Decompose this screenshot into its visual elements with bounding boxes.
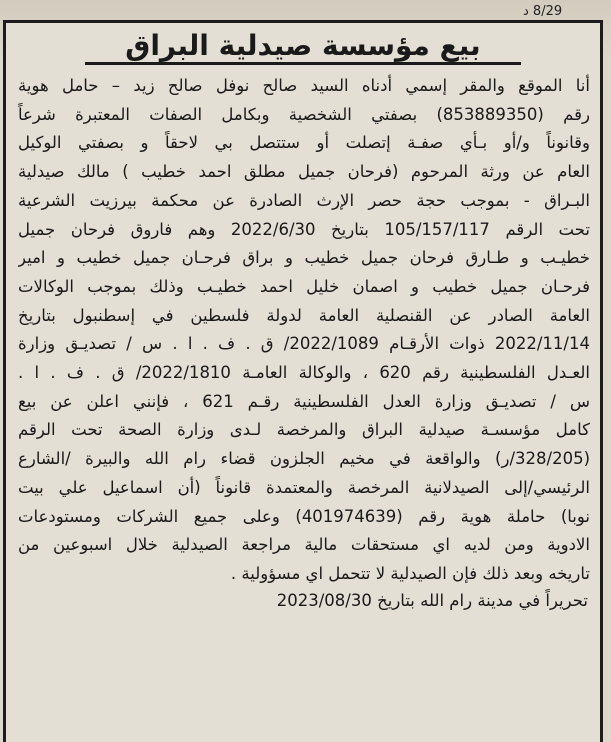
- notice-box: [3, 20, 603, 742]
- notice-line: العام عن ورثة المرحوم (فرحان جميل مطلق احمد خطيب ) مالك صيدلية: [18, 162, 590, 182]
- notice-title: [6, 29, 600, 62]
- notice-line: أنا الموقع والمقر إسمي أدناه السيد صالح نوفل صالح زيد – حامل هوية: [18, 76, 590, 95]
- notice-line: الادوية ومن لديه اي مستحقات مالية مراجعة الصيدلية خلال اسبوعين من: [18, 535, 590, 555]
- notice-line: رقم (853889350) بصفتي الشخصية وبكامل الصفات المعتبرة شرعاً: [18, 104, 590, 124]
- notice-line: العـدل الفلسطينية رقم 620 ، والوكالة العامـة 2022/1810/ ق . ف . ا .: [18, 363, 590, 383]
- notice-line: فرحـان جميل خطيب و اصمان خليل احمد خطيـب وذلك بموجب الوكالات: [18, 276, 590, 296]
- notice-line: 2022/11/14 ذوات الأرقـام 2022/1089/ ق . ف . ا . س / تصديـق وزارة: [18, 334, 590, 354]
- notice-line: س / تصديـق وزارة العدل الفلسطينية رقـم 621 ، فإنني اعلن عن بيع: [18, 391, 590, 411]
- notice-title-text: بيع مؤسسة صيدلية البراق: [85, 29, 520, 65]
- notice-line: تحت الرقم 105/157/117 بتاريخ 2022/6/30 وهم فاروق فرحان جميل: [18, 219, 590, 239]
- notice-line: تاريخه وبعد ذلك فإن الصيدلية لا تتحمل اي مسؤولية .: [230, 563, 590, 583]
- notice-line: العامة الصادر عن القنصلية العامة لدولة فلسطين في إسطنبول بتاريخ: [18, 305, 590, 325]
- notice-line: وقانوناً و/أو بـأي صفـة إتصلت أو ستتصل بي لاحقاً و بصفتي الوكيل: [18, 133, 590, 153]
- notice-line: (328/205/ر) والواقعة في مخيم الجلزون قضاء رام الله والبيرة /الشارع: [18, 449, 590, 469]
- notice-dateline: تحريراً في مدينة رام الله بتاريخ 2023/08/30: [276, 590, 588, 610]
- issue-reference: 8/29 د: [523, 4, 563, 19]
- notice-body: [6, 72, 600, 589]
- notice-line: البـراق - بموجب حجة حصر الإرث الصادرة عن محكمة بيرزيت الشرعية: [18, 190, 590, 210]
- notice-line: كامل مؤسسـة صيدلية البراق والمرخصة لـدى وزارة الصحة تحت الرقم: [18, 420, 590, 440]
- notice-line: خطيـب و طـارق فرحان جميل خطيب و براق فرحـان جميل خطيب و امير: [18, 248, 590, 268]
- notice-line: نوبا) حاملة هوية رقم (401974639) وعلى جميع الشركات ومستودعات: [18, 506, 590, 526]
- notice-line: الرئيسي/إلى الصيدلانية المرخصة والمعتمدة قانوناً (أن اسماعيل علي بيت: [18, 477, 590, 497]
